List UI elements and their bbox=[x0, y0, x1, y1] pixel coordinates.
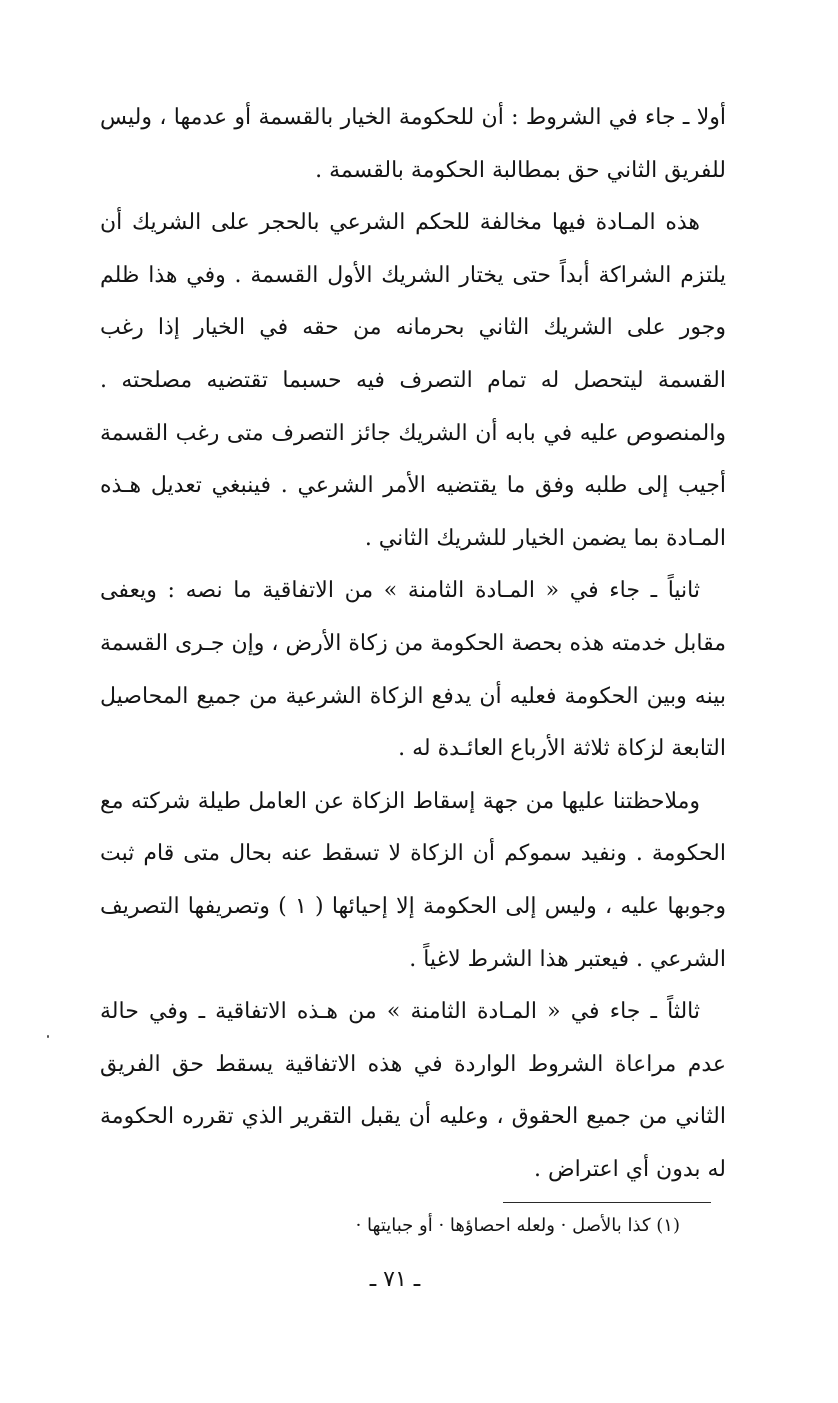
paragraph-first-clause: أولا ـ جاء في الشروط : أن للحكومة الخيار بالقسمة أو عدمها ، وليس للفريق الثاني حق بمطالبة الحكومة بالقسمة . bbox=[100, 105, 726, 183]
footnote: (١) كذا بالأصل · ولعله احصاؤها · أو جبايتها · bbox=[355, 1215, 680, 1236]
paragraph-second-clause: ثانياً ـ جاء في « المـادة الثامنة » من الاتفاقية ما نصه : ويعفى مقابل خدمته هذه بحصة الحكومة من زكاة الأرض ، وإن جـرى القسمة بينه وبين الحكومة فعليه أن يدفع الزكاة الشرعية من جميع المحاصيل التابعة لزكاة ثلاثة الأرباع العائـدة له . bbox=[100, 578, 726, 762]
paragraph-first-comment: هذه المـادة فيها مخالفة للحكم الشرعي بالحجر على الشريك أن يلتزم الشراكة أبداً حتى يختار الشريك الأول القسمة . وفي هذا ظلم وجور على الشريك الثاني بحرمانه من حقه في الخيار إذا رغب القسمة ليتحصل له تمام التصرف فيه حسبما تقتضيه مصلحته . والمنصوص عليه في بابه أن الشريك جائز التصرف متى رغب القسمة أجيب إلى طلبه وفق ما يقتضيه الأمر الشرعي . فينبغي تعديل هـذه المـادة بما يضمن الخيار للشريك الثاني . bbox=[100, 210, 726, 551]
scan-speck bbox=[47, 1035, 49, 1038]
page-body bbox=[100, 92, 726, 1196]
paragraph-third-clause: ثالثاً ـ جاء في « المـادة الثامنة » من هـذه الاتفاقية ـ وفي حالة عدم مراعاة الشروط الواردة في هذه الاتفاقية يسقط حق الفريق الثاني من جميع الحقوق ، وعليه أن يقبل التقرير الذي تقرره الحكومة له بدون أي اعتراض . bbox=[100, 999, 726, 1182]
footnote-divider bbox=[503, 1202, 711, 1203]
page-number: ـ ٧١ ـ bbox=[369, 1267, 421, 1292]
paragraph-second-comment: وملاحظتنا عليها من جهة إسقاط الزكاة عن العامل طيلة شركته مع الحكومة . ونفيد سموكم أن الزكاة لا تسقط عنه بحال متى قام ثبت وجوبها عليه ، وليس إلى الحكومة إلا إحيائها ( ١ ) وتصريفها التصريف الشرعي . فيعتبر هذا الشرط لاغياً . bbox=[100, 788, 726, 972]
